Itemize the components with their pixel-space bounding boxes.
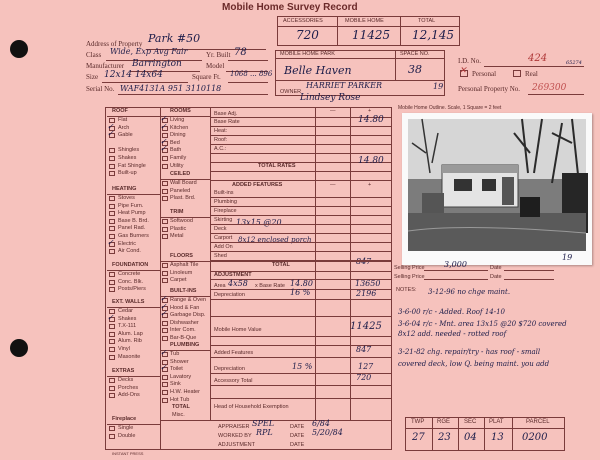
ext-walls-rule	[107, 307, 160, 308]
added-features-adj-value: 847	[356, 345, 372, 354]
date-label-1: DATE	[290, 424, 305, 430]
twp-value: 27	[412, 432, 425, 443]
ext-walls-checkbox[interactable]	[109, 339, 115, 344]
check-mark-icon: ✓	[160, 121, 167, 131]
total-value: 12,145	[412, 28, 454, 42]
feature-rule	[210, 251, 392, 252]
built-ins-title: BUILT-INS	[170, 288, 197, 294]
total-header: TOTAL	[418, 18, 436, 24]
features-minus: —	[330, 182, 336, 188]
total-rates-label: TOTAL RATES	[258, 163, 296, 169]
features-total-value: 847	[356, 257, 372, 266]
class-label: Class	[86, 51, 102, 59]
punch-hole-icon	[10, 339, 28, 357]
mh-value-label: Mobile Home Value	[214, 327, 262, 333]
feature-item: Carport	[214, 235, 233, 241]
heating-checkbox[interactable]	[109, 219, 115, 224]
roof-item: Arch	[118, 124, 130, 131]
accessory-total-label: Accessory Total	[214, 378, 253, 384]
plumbing-item: Shower	[170, 358, 189, 365]
rooms-checkbox[interactable]	[162, 156, 168, 161]
plumbing-checkbox[interactable]	[162, 390, 168, 395]
depreciation2-label: Depreciation	[214, 366, 245, 372]
roof-rate-label: Roof:	[214, 137, 228, 143]
extras-title: EXTRAS	[112, 368, 135, 374]
depreciation-pct: 16 %	[290, 288, 311, 297]
roof-item: Built-up	[118, 170, 137, 177]
extras-checkbox[interactable]	[109, 386, 115, 391]
park-label: MOBILE HOME PARK	[280, 51, 335, 57]
features-total-rule	[210, 261, 392, 262]
extras-checkbox[interactable]	[109, 393, 115, 398]
ceiled-checkbox[interactable]	[162, 196, 168, 201]
notes-label: NOTES:	[396, 287, 417, 293]
selling-price-label-2: Selling Price	[394, 274, 425, 280]
plumbing-checkbox[interactable]	[162, 398, 168, 403]
check-mark-icon: ✓	[160, 309, 167, 319]
address-label: Address of Property	[86, 40, 143, 48]
head-of-household-label: Head of Household Exemption	[214, 404, 289, 410]
foundation-item: Concrete	[118, 271, 141, 277]
page-title: Mobile Home Survey Record	[222, 2, 358, 13]
plumbing-item: H.W. Heater	[170, 389, 200, 395]
parcel-value: 0200	[522, 432, 548, 443]
ac-label: A.C.:	[214, 146, 227, 152]
ceiled-item: Paneled	[170, 187, 191, 194]
adjustment-footer-label: ADJUSTMENT	[218, 442, 255, 448]
base-adj-label: Base Adj.	[214, 111, 238, 117]
ext-walls-item: Vinyl	[118, 346, 130, 352]
date-label-2: DATE	[290, 433, 305, 439]
mobile-home-header: MOBILE HOME	[345, 18, 384, 24]
yr-built-label: Yr. Built	[206, 51, 231, 59]
fireplace-item: Double	[118, 432, 136, 439]
selling-price-value: 3,000	[444, 260, 467, 269]
park-extra-value: 19	[433, 82, 444, 91]
manufacturer-label: Manufacturer	[86, 62, 125, 70]
printer-mark: INSTANT PRESS	[112, 451, 144, 456]
sales-date-label-1: Date	[490, 265, 502, 271]
built-ins-checkbox[interactable]	[162, 328, 168, 333]
foundation-checkbox[interactable]	[109, 272, 115, 277]
fireplace-item: Single	[118, 425, 134, 431]
owner-value: HARRIET PARKER	[306, 81, 382, 90]
plumbing-title: PLUMBING	[170, 342, 200, 348]
parcel-label: PARCEL	[526, 419, 550, 425]
heating-checkbox[interactable]	[109, 249, 115, 254]
date-label-3: DATE	[290, 442, 305, 448]
owner-value-2: Lindsey Rose	[300, 93, 361, 103]
appraiser-value: SPEL	[252, 419, 275, 428]
built-ins-item: Range & Oven	[170, 297, 207, 303]
ext-walls-checkbox[interactable]	[109, 332, 115, 337]
heating-item: Air Cond.	[118, 248, 141, 255]
area-base-rate-label: x Base Rate	[255, 283, 285, 289]
foundation-checkbox[interactable]	[109, 287, 115, 292]
worked-by-value: RPL	[256, 428, 273, 437]
rooms-item: Dining	[170, 132, 186, 139]
model-label: Model	[206, 62, 225, 70]
check-mark-icon: ✓	[107, 129, 114, 139]
features-plus: +	[368, 182, 372, 188]
depreciation-label: Depreciation	[214, 292, 245, 298]
rooms-item: Living	[170, 117, 185, 123]
sec-value: 04	[464, 432, 477, 443]
manufacturer-value: Barrington	[132, 59, 182, 69]
built-ins-item: Garbage Disp.	[170, 312, 206, 319]
foundation-item: Posts/Piers	[118, 286, 146, 293]
added-features-adj-label: Added Features	[214, 350, 254, 356]
ext-walls-title: EXT. WALLS	[112, 299, 145, 305]
feature-rule	[210, 233, 392, 234]
rooms-item: Bath	[170, 147, 182, 154]
floors-title: FLOORS	[170, 253, 193, 259]
extras-item: Decks	[118, 377, 134, 383]
punch-hole-icon	[10, 40, 28, 58]
base-rate-value: 14.80	[358, 115, 384, 125]
check-mark-icon: ✓	[160, 294, 167, 303]
plat-value: 13	[491, 432, 504, 443]
ext-walls-checkbox[interactable]	[109, 324, 115, 329]
floors-item: Carpet	[170, 277, 187, 284]
floors-item: Linoleum	[170, 269, 193, 276]
area-value: 4x58	[228, 279, 248, 288]
trim-item: Metal	[170, 233, 184, 240]
note-line: 8x12 add. needed - rotted roof	[398, 330, 507, 338]
foundation-checkbox[interactable]	[109, 280, 115, 285]
ext-walls-item: Cedar	[118, 308, 133, 314]
feature-item: Shed	[214, 253, 227, 259]
serial-value: WAF4131A 951 3110118	[120, 84, 222, 93]
mh-value: 11425	[350, 321, 382, 332]
total-rates-value: 14.80	[358, 156, 384, 166]
twp-label: TWP	[411, 419, 425, 425]
mobile-home-image	[402, 113, 592, 265]
sec-label: SEC	[464, 419, 477, 425]
heating-item: Pipe Furn.	[118, 202, 144, 209]
personal-property-label: Personal Property No.	[458, 85, 521, 93]
yr-built-value: 78	[234, 47, 247, 58]
trim-title: TRIM	[170, 209, 184, 215]
foundation-item: Conc. Blk.	[118, 278, 144, 285]
fireplace-rule	[107, 424, 160, 425]
space-label: SPACE NO.	[400, 51, 430, 57]
extras-checkbox[interactable]	[109, 378, 115, 383]
roof-rule	[107, 116, 160, 117]
extras-item: Porches	[118, 384, 139, 391]
roof-item: Shingles	[118, 147, 140, 154]
ceiled-item: Plast. Brd.	[170, 195, 196, 202]
ext-walls-item: Alum. Rib	[118, 338, 142, 345]
sales-date-label-2: Date	[490, 274, 502, 280]
base-rate-label: Base Rate	[214, 119, 240, 125]
note-line: 3-6-04 r/c - Mnt. area 13x15 @20 $720 covered	[398, 320, 567, 328]
worked-by-label: WORKED BY	[218, 433, 252, 439]
depreciation-value: 2196	[356, 289, 377, 298]
built-ins-item: Inter Com.	[170, 327, 196, 334]
trim-checkbox[interactable]	[162, 234, 168, 239]
accessories-header: ACCESSORIES	[283, 18, 323, 24]
feature-item: Built-ins	[214, 190, 234, 196]
ext-walls-checkbox[interactable]	[109, 355, 115, 360]
rge-value: 23	[438, 432, 451, 443]
personal-property-value: 269300	[532, 83, 567, 93]
roof-checkbox[interactable]	[109, 164, 115, 169]
class-value: Wide, Exp Avg Fair	[110, 47, 188, 56]
feature-item: Fireplace	[214, 208, 237, 214]
built-ins-checkbox[interactable]	[162, 321, 168, 326]
features-total-label: TOTAL	[272, 262, 290, 268]
heating-item: Gas Burners	[118, 233, 149, 239]
address-value: Park #50	[148, 32, 201, 45]
feature-rule	[210, 215, 392, 216]
area-label: Area	[214, 283, 226, 289]
plumbing-item: Sink	[170, 381, 181, 388]
deck-value: 13x15 @20	[236, 218, 282, 227]
plumbing-checkbox[interactable]	[162, 375, 168, 380]
real-label: Real	[525, 70, 538, 78]
plat-label: PLAT	[489, 419, 504, 425]
ceiled-checkbox[interactable]	[162, 189, 168, 194]
floors-checkbox[interactable]	[162, 271, 168, 276]
heating-item: Stoves	[118, 195, 135, 201]
feature-item: Deck	[214, 226, 227, 232]
heating-checkbox[interactable]	[109, 211, 115, 216]
rooms-item: Kitchen	[170, 124, 189, 131]
addon-value: 8x12 enclosed porch	[238, 236, 312, 244]
id-label: I.D. No.	[458, 57, 481, 65]
heating-checkbox[interactable]	[109, 226, 115, 231]
real-checkbox[interactable]	[513, 70, 521, 77]
adjustment-title: ADJUSTMENT	[214, 272, 252, 278]
area-result-value: 13650	[355, 279, 381, 288]
plumbing-checkbox[interactable]	[162, 382, 168, 387]
accessories-value: 720	[296, 28, 319, 42]
roof-checkbox[interactable]	[109, 156, 115, 161]
rates-plus: +	[368, 108, 372, 114]
heating-item: Electric	[118, 240, 137, 247]
area-base-rate-value: 14.80	[290, 279, 313, 288]
id-small-value: 65274	[566, 60, 582, 66]
rooms-item: Family	[170, 155, 187, 161]
check-mark-icon: ✓	[160, 144, 167, 154]
personal-check-mark-icon: ✕	[459, 66, 467, 76]
feature-item: Plumbing	[214, 199, 237, 205]
feature-rule	[210, 242, 392, 243]
rooms-checkbox[interactable]	[162, 164, 168, 169]
built-ins-item: Bar-B-Que	[170, 335, 197, 341]
trim-item: Plastic	[170, 225, 187, 232]
note-line: 3-12-96 no chge maint.	[428, 288, 511, 296]
depreciation2-pct: 15 %	[292, 362, 313, 371]
added-features-title: ADDED FEATURES	[232, 182, 283, 188]
ceiled-title: CEILED	[170, 171, 191, 177]
ext-walls-item: Alum. Lap	[118, 330, 143, 337]
check-mark-icon: ✓	[160, 136, 167, 146]
serial-label: Serial No.	[86, 85, 115, 93]
misc-label: Misc.	[172, 412, 185, 418]
trim-checkbox[interactable]	[162, 219, 168, 224]
fireplace-checkbox[interactable]	[109, 426, 115, 431]
selling-price-label-1: Selling Price	[394, 265, 425, 271]
size-value: 12x14 14x64	[104, 70, 163, 80]
extras-item: Add-Ons	[118, 392, 140, 399]
built-ins-item: Hood & Fan	[170, 304, 200, 311]
plumbing-item: Lavatory	[170, 373, 192, 380]
check-mark-icon: ✓	[107, 312, 114, 322]
feature-item: Add On	[214, 244, 233, 250]
check-mark-icon: ✓	[160, 301, 167, 311]
photo-caption: 19	[562, 253, 573, 262]
heating-checkbox[interactable]	[109, 204, 115, 209]
roof-title: ROOF	[112, 108, 128, 114]
mobile-home-photo	[402, 113, 592, 265]
heating-item: Heat Pump	[118, 210, 146, 217]
size-label: Size	[86, 73, 99, 81]
total-label: TOTAL	[172, 404, 190, 410]
park-value: Belle Haven	[284, 64, 352, 77]
feature-rule	[210, 224, 392, 225]
trim-checkbox[interactable]	[162, 227, 168, 232]
extras-rule	[107, 376, 160, 377]
note-line: covered deck, low Q. being maint. you add	[398, 360, 550, 368]
plumbing-item: Hot Tub	[170, 396, 190, 403]
heating-item: Panel Rad.	[118, 225, 146, 232]
personal-label: Personal	[472, 70, 497, 78]
rooms-rule	[160, 116, 210, 117]
foundation-title: FOUNDATION	[112, 262, 149, 268]
feature-rule	[210, 197, 392, 198]
check-mark-icon: ✓	[160, 348, 167, 357]
roof-item: Gable	[118, 132, 133, 139]
ext-walls-item: T.X-111	[118, 323, 137, 330]
fireplace-title: Fireplace	[112, 416, 137, 422]
square-ft-value: 1068 ... 896	[230, 70, 273, 78]
mobile-home-value: 11425	[352, 28, 391, 42]
space-value: 38	[408, 63, 422, 76]
floors-checkbox[interactable]	[162, 263, 168, 268]
ceiled-item: Wall Board	[170, 180, 197, 186]
fireplace-checkbox[interactable]	[109, 434, 115, 439]
note-line: 3-21-82 chg. repair/try - has roof - small	[398, 348, 541, 356]
rooms-title: ROOMS	[170, 108, 191, 114]
built-ins-checkbox[interactable]	[162, 336, 168, 341]
rge-label: RGE	[437, 419, 451, 425]
floors-checkbox[interactable]	[162, 278, 168, 283]
ceiled-checkbox[interactable]	[162, 181, 168, 186]
ext-walls-item: Shakes	[118, 315, 137, 322]
id-value: 424	[528, 53, 548, 64]
note-line: 3-6-00 r/c - Added. Roof 14-10	[398, 308, 505, 316]
check-mark-icon: ✓	[107, 237, 114, 247]
trim-item: Softwood	[170, 218, 193, 224]
plumbing-rule	[160, 350, 210, 351]
heat-label: Heat:	[214, 128, 228, 134]
accessory-total-value: 720	[356, 373, 372, 382]
rates-minus: —	[330, 108, 336, 114]
check-mark-icon: ✓	[107, 121, 114, 131]
feature-item: Skirting	[214, 217, 233, 223]
ext-walls-checkbox[interactable]	[109, 347, 115, 352]
heating-title: HEATING	[112, 186, 137, 192]
roof-item: Fat Shingle	[118, 162, 146, 169]
outline-label: Mobile Home Outline. Scale, 1 Square = 2 feet	[398, 105, 502, 111]
rooms-item: Bed	[170, 139, 180, 146]
roof-item: Shakes	[118, 155, 137, 161]
plumbing-item: Toilet	[170, 366, 183, 373]
plumbing-item: Tub	[170, 351, 180, 357]
owner-label: OWNER	[280, 89, 302, 95]
built-ins-item: Dishwasher	[170, 319, 199, 326]
square-ft-label: Square Ft.	[192, 73, 221, 81]
date-value-1: 6/84	[312, 419, 330, 428]
roof-checkbox[interactable]	[109, 148, 115, 153]
heating-checkbox[interactable]	[109, 196, 115, 201]
ext-walls-item: Masonite	[118, 353, 141, 360]
date-value-2: 5/20/84	[312, 428, 343, 437]
heating-item: Base B. Brd.	[118, 217, 149, 224]
check-mark-icon: ✓	[160, 114, 167, 123]
depreciation2-value: 127	[358, 362, 374, 371]
roof-checkbox[interactable]	[109, 171, 115, 176]
floors-item: Asphalt Tile	[170, 262, 199, 268]
appraiser-label: APPRAISER	[218, 424, 250, 430]
roof-item: Flat	[118, 117, 128, 123]
check-mark-icon: ✓	[160, 363, 167, 373]
feature-rule	[210, 206, 392, 207]
rooms-item: Utility	[170, 162, 184, 169]
